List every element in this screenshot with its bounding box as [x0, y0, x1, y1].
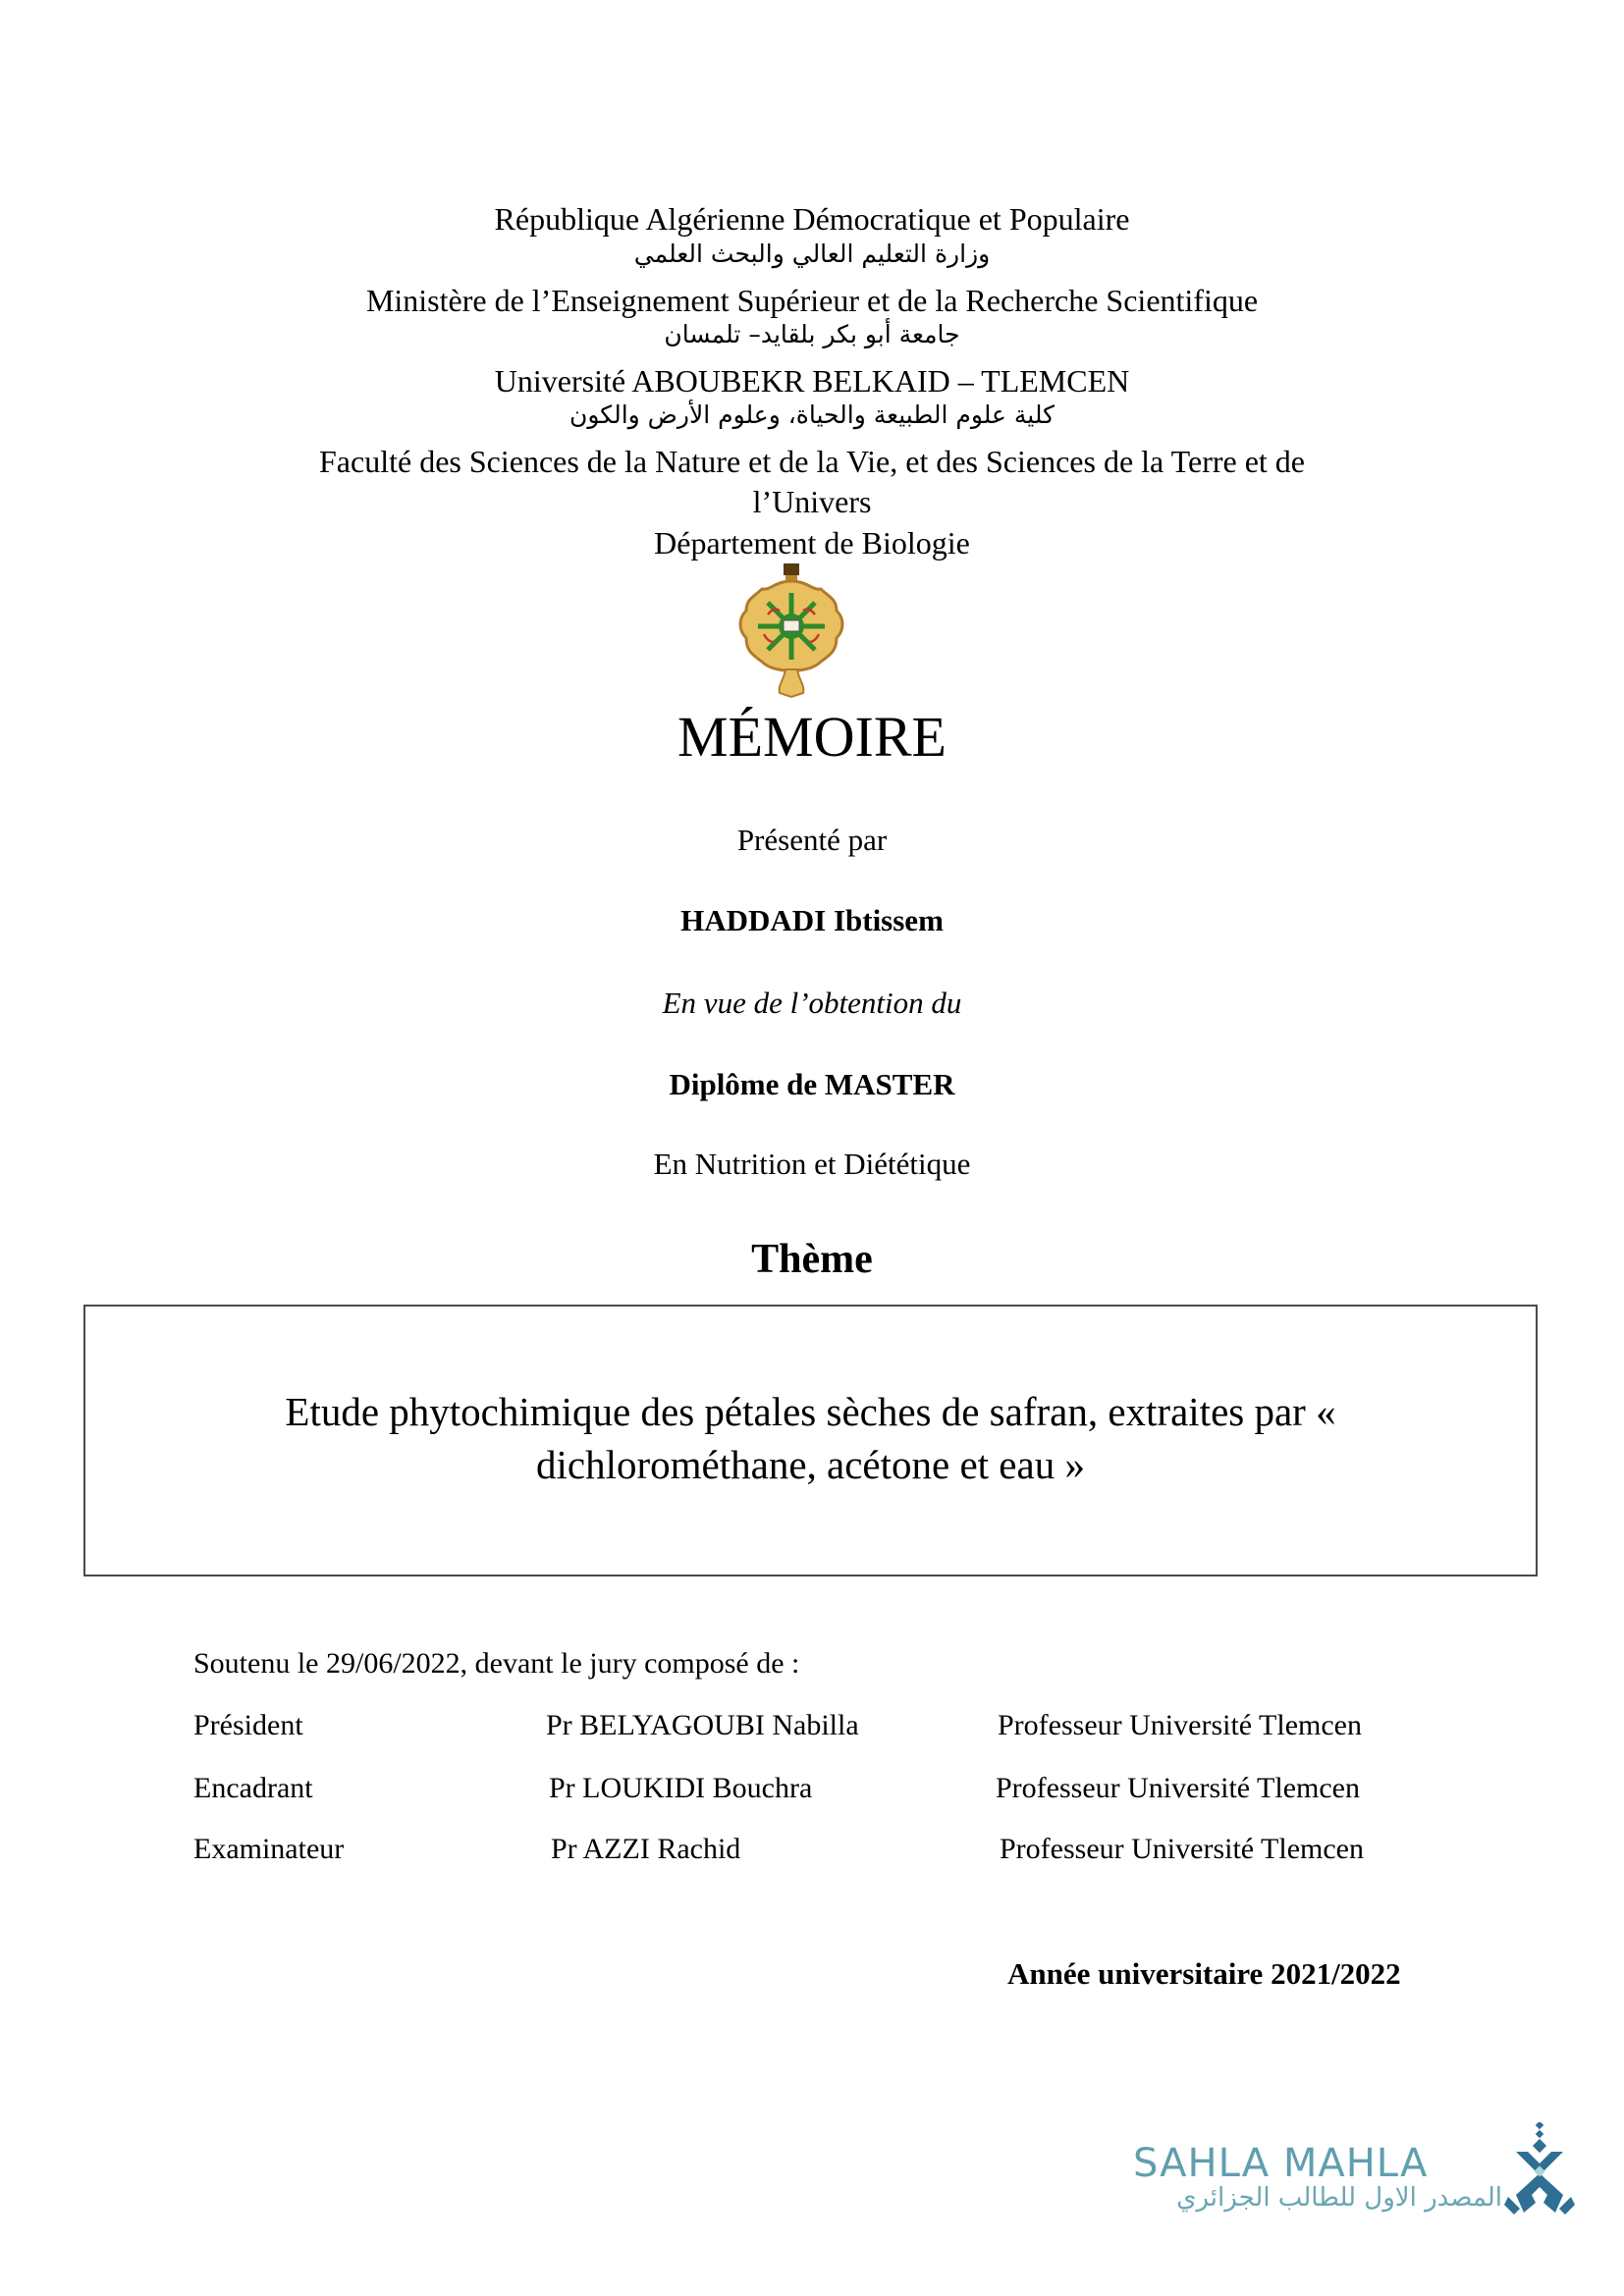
- jury-role: Président: [193, 1709, 303, 1741]
- jury-title: Professeur Université Tlemcen: [996, 1772, 1361, 1804]
- sahla-mahla-watermark: [1129, 2120, 1581, 2228]
- watermark-tagline: المصدر الاول للطالب الجزائري: [1176, 2183, 1502, 2213]
- thesis-title: [85, 1385, 1536, 1491]
- ministry-arabic-line: وزارة التعليم العالي والبحث العلمي: [633, 240, 991, 268]
- faculty-arabic-line: كلية علوم الطبيعة والحياة، وعلوم الأرض والكون: [569, 400, 1055, 429]
- academic-year: Année universitaire 2021/2022: [1007, 1956, 1401, 1991]
- theme-heading: Thème: [751, 1237, 873, 1282]
- calligraphy-logo-icon: [1504, 2122, 1575, 2216]
- faculty-line-2: l’Univers: [752, 484, 872, 519]
- thesis-title-line-2: dichlorométhane, acétone et eau »: [536, 1442, 1085, 1487]
- faculty-line-1: Faculté des Sciences de la Nature et de la Vie, et des Sciences de la Terre et de: [319, 444, 1305, 479]
- ministry-line: Ministère de l’Enseignement Supérieur et de la Recherche Scientifique: [365, 283, 1259, 318]
- university-emblem-icon: [734, 563, 848, 699]
- university-arabic-line: جامعة أبو بكر بلقايد– تلمسان: [664, 320, 960, 348]
- defense-date-line: Soutenu le 29/06/2022, devant le jury composé de :: [193, 1647, 800, 1680]
- jury-name: Pr BELYAGOUBI Nabilla: [546, 1709, 859, 1741]
- jury-role: Encadrant: [193, 1772, 313, 1804]
- document-type-heading: MÉMOIRE: [677, 705, 947, 769]
- author-name: HADDADI Ibtissem: [680, 903, 944, 937]
- diploma-label: Diplôme de MASTER: [669, 1067, 955, 1101]
- thesis-title-box: [83, 1305, 1538, 1576]
- speciality-label: En Nutrition et Diététique: [653, 1147, 971, 1181]
- jury-role: Examinateur: [193, 1833, 345, 1865]
- republic-line: République Algérienne Démocratique et Populaire: [494, 201, 1130, 237]
- purpose-label: En vue de l’obtention du: [662, 986, 962, 1020]
- watermark-name: SAHLA MAHLA: [1133, 2141, 1429, 2186]
- jury-title: Professeur Université Tlemcen: [998, 1709, 1363, 1741]
- thesis-title-line-1: Etude phytochimique des pétales sèches de safran, extraites par «: [285, 1389, 1336, 1434]
- university-line: Université ABOUBEKR BELKAID – TLEMCEN: [494, 363, 1130, 399]
- jury-title: Professeur Université Tlemcen: [1000, 1833, 1365, 1865]
- presented-by-label: Présenté par: [736, 823, 888, 857]
- jury-name: Pr AZZI Rachid: [551, 1833, 741, 1865]
- department-line: Département de Biologie: [654, 525, 970, 561]
- jury-name: Pr LOUKIDI Bouchra: [549, 1772, 813, 1804]
